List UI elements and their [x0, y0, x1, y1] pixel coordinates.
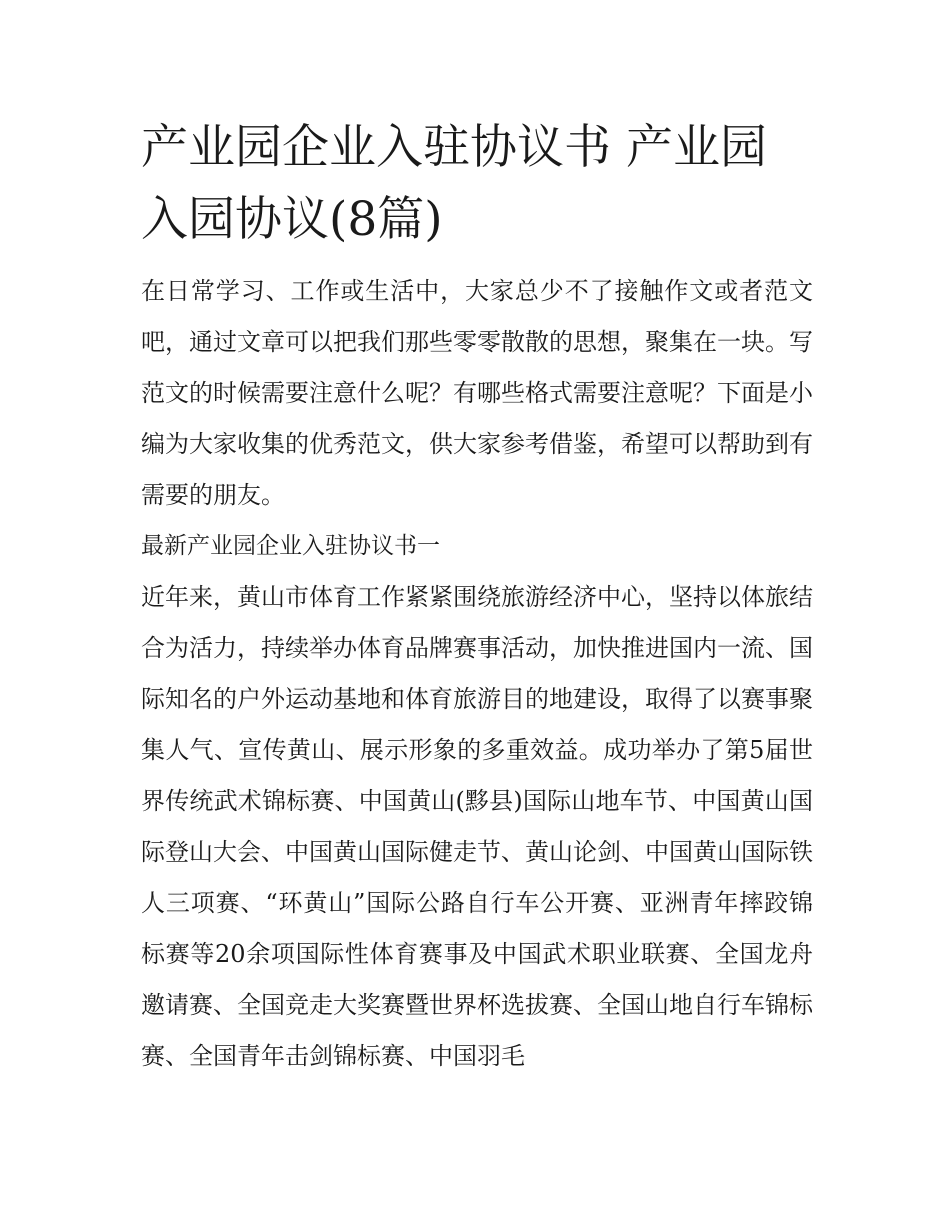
document-title: 产业园企业入驻协议书 产业园入园协议(8篇)	[141, 120, 767, 247]
section-heading: 最新产业园企业入驻协议书一	[141, 533, 440, 559]
intro-paragraph: 在日常学习、工作或生活中，大家总少不了接触作文或者范文吧，通过文章可以把我们那些零零散散的思想，聚集在一块。写范文的时候需要注意什么呢？有哪些格式需要注意呢？下面是小编为大家收集的优秀范文，供大家参考借鉴，希望可以帮助到有需要的朋友。	[141, 277, 813, 509]
document-page	[141, 112, 813, 1082]
body-paragraph: 近年来，黄山市体育工作紧紧围绕旅游经济中心，坚持以体旅结合为活力，持续举办体育品牌赛事活动，加快推进国内一流、国际知名的户外运动基地和体育旅游目的地建设，取得了以赛事聚集人气、宣传黄山、展示形象的多重效益。成功举办了第5届世界传统武术锦标赛、中国黄山(黟县)国际山地车节、中国黄山国际登山大会、中国黄山国际健走节、黄山论剑、中国黄山国际铁人三项赛、“环黄山”国际公路自行车公开赛、亚洲青年摔跤锦标赛等20余项国际性体育赛事及中国武术职业联赛、全国龙舟邀请赛、全国竞走大奖赛暨世界杯选拔赛、全国山地自行车锦标赛、全国青年击剑锦标赛、中国羽毛	[141, 583, 813, 1070]
